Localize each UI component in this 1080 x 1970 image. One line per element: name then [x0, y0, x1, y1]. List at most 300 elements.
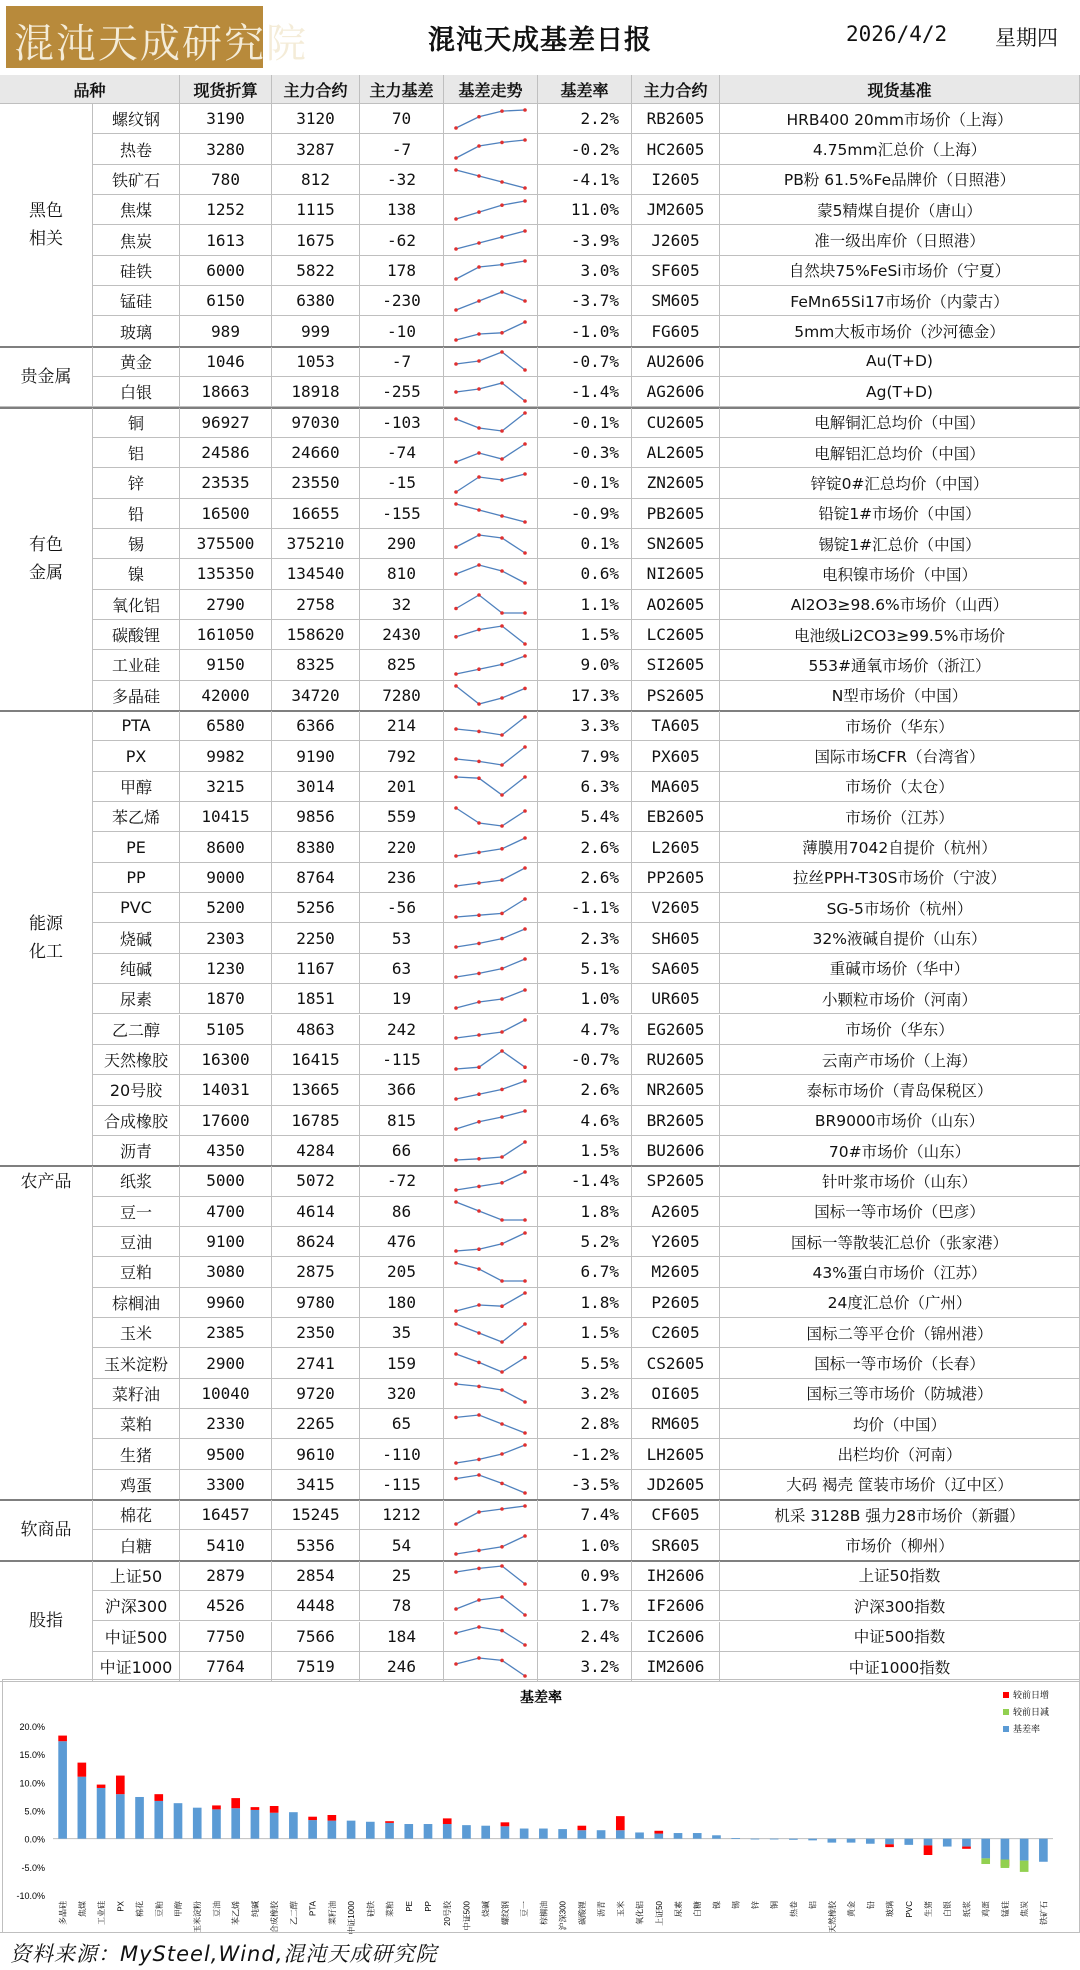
header-col-benchmark: 现货基准: [720, 75, 1080, 104]
decrease-bar: [1001, 1860, 1010, 1868]
increase-bar: [154, 1794, 163, 1801]
basis-rate-bar: [366, 1822, 375, 1839]
spot-benchmark: 小颗粒市场价（河南）: [720, 984, 1080, 1014]
x-tick-label: 玉米: [616, 1901, 626, 1917]
sparkline-point: [454, 545, 458, 549]
basis-trend-sparkline: [444, 1348, 538, 1378]
contract-code: RU2605: [632, 1045, 720, 1075]
sparkline-point: [523, 369, 527, 373]
header-col-variety: 品种: [0, 75, 180, 104]
variety-name: 锡: [93, 529, 180, 559]
contract-code: L2605: [632, 832, 720, 862]
sparkline-point: [454, 1127, 458, 1131]
spot-price: 5105: [180, 1015, 272, 1045]
variety-name: 焦炭: [93, 225, 180, 255]
basis-rate: 2.8%: [538, 1409, 632, 1439]
sparkline-point: [500, 1565, 504, 1569]
sparkline-point: [454, 572, 458, 576]
sparkline-point: [477, 451, 481, 455]
increase-bar: [270, 1806, 279, 1813]
sparkline-point: [454, 126, 458, 130]
sparkline-point: [477, 563, 481, 567]
sparkline-path: [456, 352, 525, 370]
sparkline-path: [456, 1536, 525, 1554]
basis-rate: 1.5%: [538, 1318, 632, 1348]
basis-trend-sparkline: [444, 408, 538, 438]
spot-benchmark: 4.75mm汇总价（上海）: [720, 134, 1080, 164]
sparkline-point: [500, 1340, 504, 1344]
sparkline-point: [500, 1482, 504, 1486]
sparkline-point: [477, 942, 481, 946]
x-tick-label: 铅: [866, 1901, 876, 1909]
sparkline-point: [523, 836, 527, 840]
sparkline-path: [456, 1202, 525, 1220]
sparkline-point: [477, 1385, 481, 1389]
futures-price: 9190: [272, 741, 360, 771]
futures-price: 2758: [272, 590, 360, 620]
basis-trend-sparkline: [444, 499, 538, 529]
sparkline-point: [454, 1067, 458, 1071]
spot-price: 5200: [180, 893, 272, 923]
spot-benchmark: Au(T+D): [720, 347, 1080, 377]
sparkline-point: [454, 1631, 458, 1635]
spot-price: 375500: [180, 529, 272, 559]
x-tick-label: 苯乙烯: [231, 1901, 241, 1925]
basis-rate: -0.3%: [538, 438, 632, 468]
x-tick-label: 豆粕: [154, 1901, 164, 1917]
sparkline-point: [477, 144, 481, 148]
report-title: 混沌天成基差日报: [428, 25, 652, 56]
basis-trend-sparkline: [444, 1257, 538, 1287]
spot-price: 9150: [180, 650, 272, 680]
sparkline-point: [454, 635, 458, 639]
variety-name: 硅铁: [93, 256, 180, 286]
sparkline-point: [454, 1662, 458, 1666]
basis-rate: -1.1%: [538, 893, 632, 923]
basis-trend-sparkline: [444, 316, 538, 346]
basis-rate: 1.5%: [538, 620, 632, 650]
sparkline-point: [523, 642, 527, 646]
basis-rate-bar: [597, 1830, 606, 1838]
basis-trend-sparkline: [444, 1500, 538, 1530]
spot-price: 2303: [180, 923, 272, 953]
basis-rate-bar: [1020, 1839, 1029, 1861]
futures-price: 7566: [272, 1622, 360, 1652]
x-tick-label: 热卷: [789, 1901, 799, 1917]
basis-rate-bar: [424, 1824, 433, 1839]
sparkline-point: [477, 1625, 481, 1629]
sparkline-path: [456, 1020, 525, 1038]
x-tick-label: PVC: [904, 1901, 914, 1918]
contract-code: UR605: [632, 984, 720, 1014]
sparkline-point: [500, 109, 504, 113]
sparkline-path: [456, 170, 525, 188]
contract-code: SH605: [632, 923, 720, 953]
basis-rate: 1.5%: [538, 1136, 632, 1166]
variety-name: 豆一: [93, 1197, 180, 1227]
sparkline-point: [477, 175, 481, 179]
basis-rate-bar: [193, 1808, 202, 1839]
sparkline-point: [477, 593, 481, 597]
contract-code: C2605: [632, 1318, 720, 1348]
y-tick-label: -10.0%: [16, 1891, 45, 1901]
increase-bar: [962, 1847, 971, 1849]
basis-rate: 7.9%: [538, 741, 632, 771]
futures-price: 1675: [272, 225, 360, 255]
variety-name: 乙二醇: [93, 1015, 180, 1045]
sparkline-point: [477, 821, 481, 825]
increase-bar: [328, 1815, 337, 1821]
sparkline-point: [477, 729, 481, 733]
sparkline-point: [523, 687, 527, 691]
basis-value: 7280: [360, 681, 444, 711]
basis-trend-sparkline: [444, 559, 538, 589]
spot-benchmark: SG-5市场价（杭州）: [720, 893, 1080, 923]
contract-code: BR2605: [632, 1106, 720, 1136]
sparkline-point: [454, 1552, 458, 1556]
spot-benchmark: 电积镍市场价（中国）: [720, 559, 1080, 589]
basis-trend-sparkline: [444, 195, 538, 225]
spot-benchmark: 出栏均价（河南）: [720, 1439, 1080, 1469]
spot-benchmark: 70#市场价（山东）: [720, 1136, 1080, 1166]
contract-code: MA605: [632, 772, 720, 802]
futures-price: 23550: [272, 468, 360, 498]
basis-trend-sparkline: [444, 225, 538, 255]
spot-benchmark: 大码 褐壳 筐装市场价（辽中区）: [720, 1470, 1080, 1500]
spot-benchmark: 市场价（柳州）: [720, 1530, 1080, 1560]
sparkline-point: [454, 1571, 458, 1575]
increase-bar: [885, 1844, 894, 1847]
sparkline-point: [477, 1185, 481, 1189]
sparkline-path: [456, 1506, 525, 1524]
x-tick-label: PX: [116, 1901, 126, 1912]
sparkline-point: [523, 1140, 527, 1144]
variety-name: 纯碱: [93, 954, 180, 984]
sparkline-point: [500, 263, 504, 267]
x-tick-label: 菜籽油: [327, 1901, 337, 1925]
sparkline-point: [477, 777, 481, 781]
variety-name: 黄金: [93, 347, 180, 377]
basis-rate-bar: [443, 1824, 452, 1839]
contract-code: I2605: [632, 165, 720, 195]
basis-rate: 0.1%: [538, 529, 632, 559]
variety-name: 白银: [93, 377, 180, 407]
futures-price: 2741: [272, 1348, 360, 1378]
basis-trend-sparkline: [444, 377, 538, 407]
basis-value: 32: [360, 590, 444, 620]
sparkline-point: [500, 569, 504, 573]
spot-benchmark: 拉丝PPH-T30S市场价（宁波）: [720, 863, 1080, 893]
basis-rate-bar: [558, 1829, 567, 1839]
basis-value: 35: [360, 1318, 444, 1348]
spot-price: 18663: [180, 377, 272, 407]
basis-value: -56: [360, 893, 444, 923]
sparkline-point: [523, 1492, 527, 1496]
group-label: 贵金属: [0, 347, 93, 408]
sparkline-point: [523, 411, 527, 415]
basis-value: 159: [360, 1348, 444, 1378]
x-tick-label: 白糖: [693, 1901, 703, 1917]
sparkline-point: [523, 472, 527, 476]
sparkline-path: [456, 777, 525, 795]
sparkline-path: [456, 504, 525, 522]
basis-rate-bar: [828, 1839, 837, 1843]
sparkline-path: [456, 261, 525, 279]
sparkline-point: [500, 824, 504, 828]
sparkline-point: [500, 351, 504, 355]
legend-label: 较前日增: [1013, 1690, 1050, 1700]
sparkline-point: [477, 1510, 481, 1514]
x-tick-label: 玉米淀粉: [193, 1901, 203, 1933]
sparkline-point: [477, 533, 481, 537]
futures-price: 5256: [272, 893, 360, 923]
contract-code: FG605: [632, 316, 720, 346]
sparkline-point: [500, 141, 504, 145]
sparkline-point: [454, 1607, 458, 1611]
x-tick-label: 焦煤: [77, 1901, 87, 1917]
contract-code: V2605: [632, 893, 720, 923]
contract-code: IF2606: [632, 1591, 720, 1621]
spot-price: 6000: [180, 256, 272, 286]
sparkline-path: [456, 1324, 525, 1342]
basis-trend-sparkline: [444, 1379, 538, 1409]
futures-price: 2250: [272, 923, 360, 953]
sparkline-point: [477, 1656, 481, 1660]
x-tick-label: 锰硅: [1000, 1901, 1010, 1917]
basis-rate: 5.2%: [538, 1227, 632, 1257]
variety-name: 生猪: [93, 1439, 180, 1469]
futures-price: 2875: [272, 1257, 360, 1287]
contract-code: JM2605: [632, 195, 720, 225]
sparkline-point: [523, 776, 527, 780]
sparkline-point: [477, 299, 481, 303]
sparkline-point: [454, 976, 458, 980]
basis-value: 65: [360, 1409, 444, 1439]
basis-value: 70: [360, 104, 444, 134]
spot-price: 10415: [180, 802, 272, 832]
sparkline-point: [500, 1629, 504, 1633]
sparkline-path: [456, 1051, 525, 1069]
sparkline-point: [500, 1115, 504, 1119]
basis-trend-sparkline: [444, 1470, 538, 1500]
header-col-contract: 主力合约: [632, 75, 720, 104]
basis-rate-bar: [289, 1812, 298, 1838]
contract-code: PX605: [632, 741, 720, 771]
basis-rate-bar: [212, 1809, 221, 1838]
sparkline-point: [500, 1389, 504, 1393]
variety-name: 玉米: [93, 1318, 180, 1348]
futures-price: 3014: [272, 772, 360, 802]
x-tick-label: 天然橡胶: [827, 1901, 837, 1933]
sparkline-point: [500, 697, 504, 701]
spot-benchmark: 锡锭1#汇总价（中国）: [720, 529, 1080, 559]
spot-benchmark: 锌锭0#汇总均价（中国）: [720, 468, 1080, 498]
variety-name: 纸浆: [93, 1166, 180, 1196]
basis-rate-bar: [866, 1839, 875, 1844]
brand-logo: [6, 6, 308, 68]
sparkline-point: [454, 338, 458, 342]
variety-name: 焦煤: [93, 195, 180, 225]
basis-rate-bar: [328, 1821, 337, 1839]
sparkline-point: [523, 1401, 527, 1405]
spot-price: 5410: [180, 1530, 272, 1560]
variety-name: 锰硅: [93, 286, 180, 316]
variety-name: 工业硅: [93, 650, 180, 680]
basis-rate-bar: [154, 1801, 163, 1839]
basis-rate: 7.4%: [538, 1500, 632, 1530]
contract-code: SM605: [632, 286, 720, 316]
spot-price: 9500: [180, 1439, 272, 1469]
contract-code: SR605: [632, 1530, 720, 1560]
variety-name: 沪深300: [93, 1591, 180, 1621]
basis-rate: -1.2%: [538, 1439, 632, 1469]
sparkline-point: [500, 1507, 504, 1511]
sparkline-point: [500, 457, 504, 461]
contract-code: JD2605: [632, 1470, 720, 1500]
sparkline-point: [523, 1079, 527, 1083]
basis-value: -7: [360, 347, 444, 377]
variety-name: 镍: [93, 559, 180, 589]
increase-bar: [578, 1826, 587, 1831]
basis-rate-bar: [116, 1794, 125, 1839]
sparkline-point: [500, 235, 504, 239]
spot-benchmark: 电解铝汇总均价（中国）: [720, 438, 1080, 468]
sparkline-point: [477, 1413, 481, 1417]
sparkline-point: [454, 607, 458, 611]
sparkline-point: [523, 1322, 527, 1326]
basis-trend-sparkline: [444, 923, 538, 953]
spot-price: 2330: [180, 1409, 272, 1439]
basis-trend-sparkline: [444, 256, 538, 286]
sparkline-point: [454, 1006, 458, 1010]
basis-trend-sparkline: [444, 984, 538, 1014]
sparkline-point: [523, 1643, 527, 1647]
sparkline-path: [456, 1658, 525, 1676]
basis-value: -230: [360, 286, 444, 316]
x-tick-label: 焦炭: [1020, 1901, 1030, 1917]
sparkline-point: [500, 847, 504, 851]
sparkline-path: [456, 626, 525, 644]
basis-value: 180: [360, 1288, 444, 1318]
sparkline-point: [500, 181, 504, 185]
basis-trend-sparkline: [444, 1015, 538, 1045]
spot-benchmark: 市场价（太仓）: [720, 772, 1080, 802]
futures-price: 97030: [272, 408, 360, 438]
contract-code: AU2606: [632, 347, 720, 377]
sparkline-point: [500, 290, 504, 294]
sparkline-point: [477, 1549, 481, 1553]
contract-code: LH2605: [632, 1439, 720, 1469]
report-weekday: 星期四: [995, 26, 1058, 50]
spot-benchmark: 中证1000指数: [720, 1652, 1080, 1682]
x-tick-label: PE: [404, 1901, 414, 1912]
spot-price: 9982: [180, 741, 272, 771]
spot-benchmark: 蒙5精煤自提价（唐山）: [720, 195, 1080, 225]
spot-price: 1252: [180, 195, 272, 225]
increase-bar: [616, 1816, 625, 1830]
sparkline-point: [500, 1155, 504, 1159]
basis-trend-sparkline: [444, 1075, 538, 1105]
basis-rate-bar: [731, 1838, 740, 1839]
basis-rate: 4.6%: [538, 1106, 632, 1136]
sparkline-path: [456, 747, 525, 765]
group-label: 有色 金属: [0, 408, 93, 712]
basis-value: -10: [360, 316, 444, 346]
variety-name: 天然橡胶: [93, 1045, 180, 1075]
sparkline-point: [523, 1279, 527, 1283]
basis-rate-bar: [885, 1839, 894, 1845]
basis-rate: -3.5%: [538, 1470, 632, 1500]
sparkline-point: [454, 672, 458, 676]
contract-code: A2605: [632, 1197, 720, 1227]
basis-value: 320: [360, 1379, 444, 1409]
x-tick-label: 工业硅: [97, 1901, 107, 1925]
sparkline-point: [454, 169, 458, 173]
spot-price: 2900: [180, 1348, 272, 1378]
basis-rate-bar: [616, 1830, 625, 1838]
contract-code: EG2605: [632, 1015, 720, 1045]
sparkline-point: [523, 581, 527, 585]
basis-value: 25: [360, 1561, 444, 1591]
increase-bar: [78, 1763, 87, 1777]
sparkline-path: [456, 201, 525, 219]
sparkline-path: [456, 959, 525, 977]
sparkline-point: [523, 715, 527, 719]
sparkline-point: [454, 757, 458, 761]
basis-value: 63: [360, 954, 444, 984]
futures-price: 15245: [272, 1500, 360, 1530]
basis-rate: 2.6%: [538, 832, 632, 862]
sparkline-path: [456, 1566, 525, 1584]
sparkline-point: [454, 1200, 458, 1204]
sparkline-point: [477, 426, 481, 430]
basis-rate-bar: [904, 1839, 913, 1845]
spot-benchmark: N型市场价（中国）: [720, 681, 1080, 711]
sparkline-point: [523, 1292, 527, 1296]
sparkline-point: [477, 1598, 481, 1602]
legend-label: 较前日减: [1013, 1707, 1050, 1717]
sparkline-point: [523, 551, 527, 555]
spot-benchmark: 国标二等平仓价（锦州港）: [720, 1318, 1080, 1348]
futures-price: 8325: [272, 650, 360, 680]
basis-value: 810: [360, 559, 444, 589]
sparkline-point: [477, 508, 481, 512]
basis-rate-bar: [712, 1835, 721, 1838]
x-tick-label: 中证1000: [347, 1901, 357, 1935]
spot-benchmark: 32%液碱自提价（山东）: [720, 923, 1080, 953]
contract-code: HC2605: [632, 134, 720, 164]
y-tick-label: 15.0%: [19, 1750, 45, 1761]
basis-rate: 1.1%: [538, 590, 632, 620]
basis-rate: -3.9%: [538, 225, 632, 255]
sparkline-point: [454, 1249, 458, 1253]
sparkline-point: [523, 1534, 527, 1538]
basis-rate: 2.6%: [538, 863, 632, 893]
sparkline-point: [454, 885, 458, 889]
x-tick-label: 纸浆: [962, 1901, 972, 1917]
sparkline-point: [454, 1261, 458, 1265]
spot-benchmark: 云南产市场价（上海）: [720, 1045, 1080, 1075]
source-footer: [0, 1932, 1080, 1970]
y-tick-label: -5.0%: [21, 1862, 45, 1873]
sparkline-point: [500, 1595, 504, 1599]
futures-price: 6366: [272, 711, 360, 741]
variety-name: PP: [93, 863, 180, 893]
spot-benchmark: 24度汇总价（广州）: [720, 1288, 1080, 1318]
spot-price: 9960: [180, 1288, 272, 1318]
x-tick-label: 白银: [943, 1901, 953, 1917]
spot-price: 7750: [180, 1622, 272, 1652]
